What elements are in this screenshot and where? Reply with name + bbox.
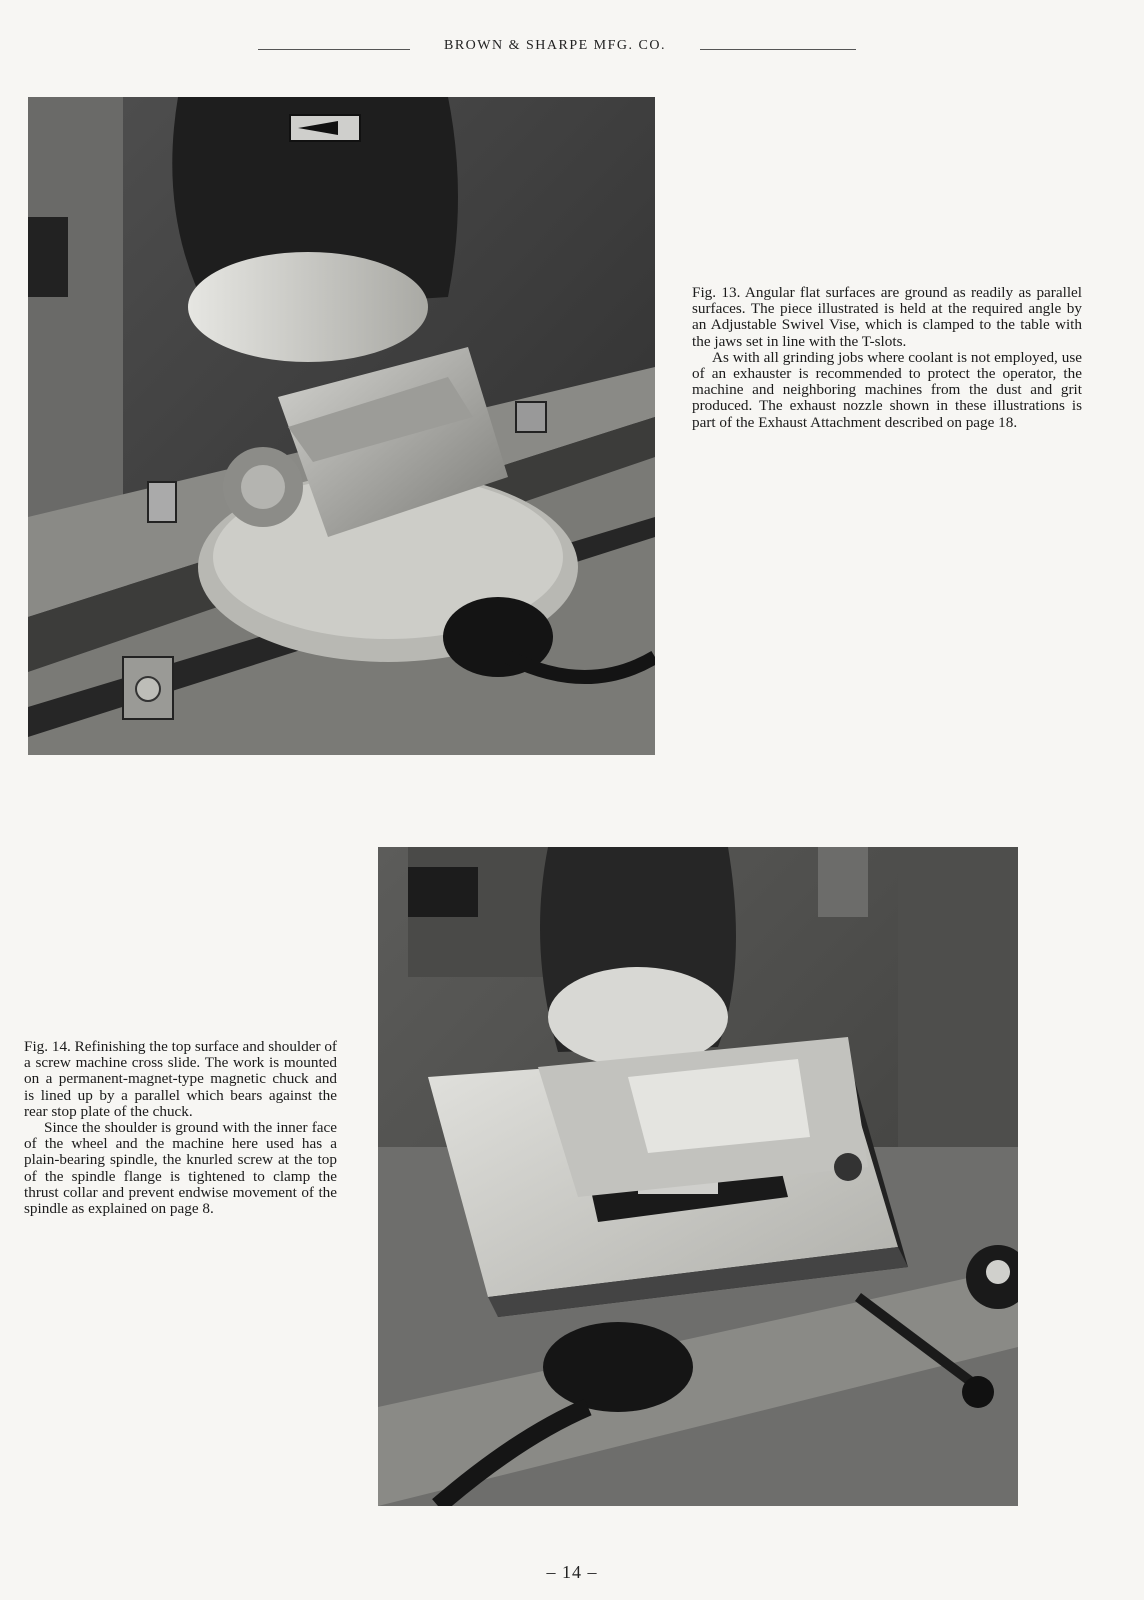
fig14-photo: [378, 847, 1018, 1506]
fig13-caption-paragraph: As with all grinding jobs where coolant is not employed, use of an exhauster is recommended to protect the operator, the machine and neighboring machines from the dust and grit produced. The exhaust nozzle shown in these illustrations is part of the Exhaust Attachment described on page 18.: [692, 348, 1082, 431]
fig14-machine-illustration: [378, 847, 1018, 1506]
fig13-machine-illustration: [28, 97, 655, 755]
fig13-caption: [692, 285, 1082, 431]
header-rule-left: [258, 49, 410, 50]
fig14-caption-paragraph: Since the shoulder is ground with the inner face of the wheel and the machine here used has a plain-bearing spindle, the knurled screw at the top of the spindle flange is tightened to clamp the thrust collar and prevent endwise movement of the spindle as explained on page 8.: [24, 1119, 337, 1218]
header-title: BROWN & SHARPE MFG. CO.: [444, 38, 666, 53]
page-number: – 14 –: [546, 1562, 598, 1582]
header-rule-right: [700, 49, 856, 50]
fig13-photo: [28, 97, 655, 755]
page-header: [0, 38, 1144, 62]
fig14-caption: [24, 1039, 337, 1217]
fig13-caption-paragraph: Fig. 13. Angular flat surfaces are ground as readily as parallel surfaces. The piece illustrated is held at the required angle by an Adjustable Swivel Vise, which is clamped to the table with the jaws set in line with the T-slots.: [692, 284, 1082, 350]
fig14-caption-paragraph: Fig. 14. Refinishing the top surface and shoulder of a screw machine cross slide. The work is mounted on a permanent-magnet-type magnetic chuck and is lined up by a parallel which bears against the rear stop plate of the chuck.: [24, 1038, 337, 1120]
